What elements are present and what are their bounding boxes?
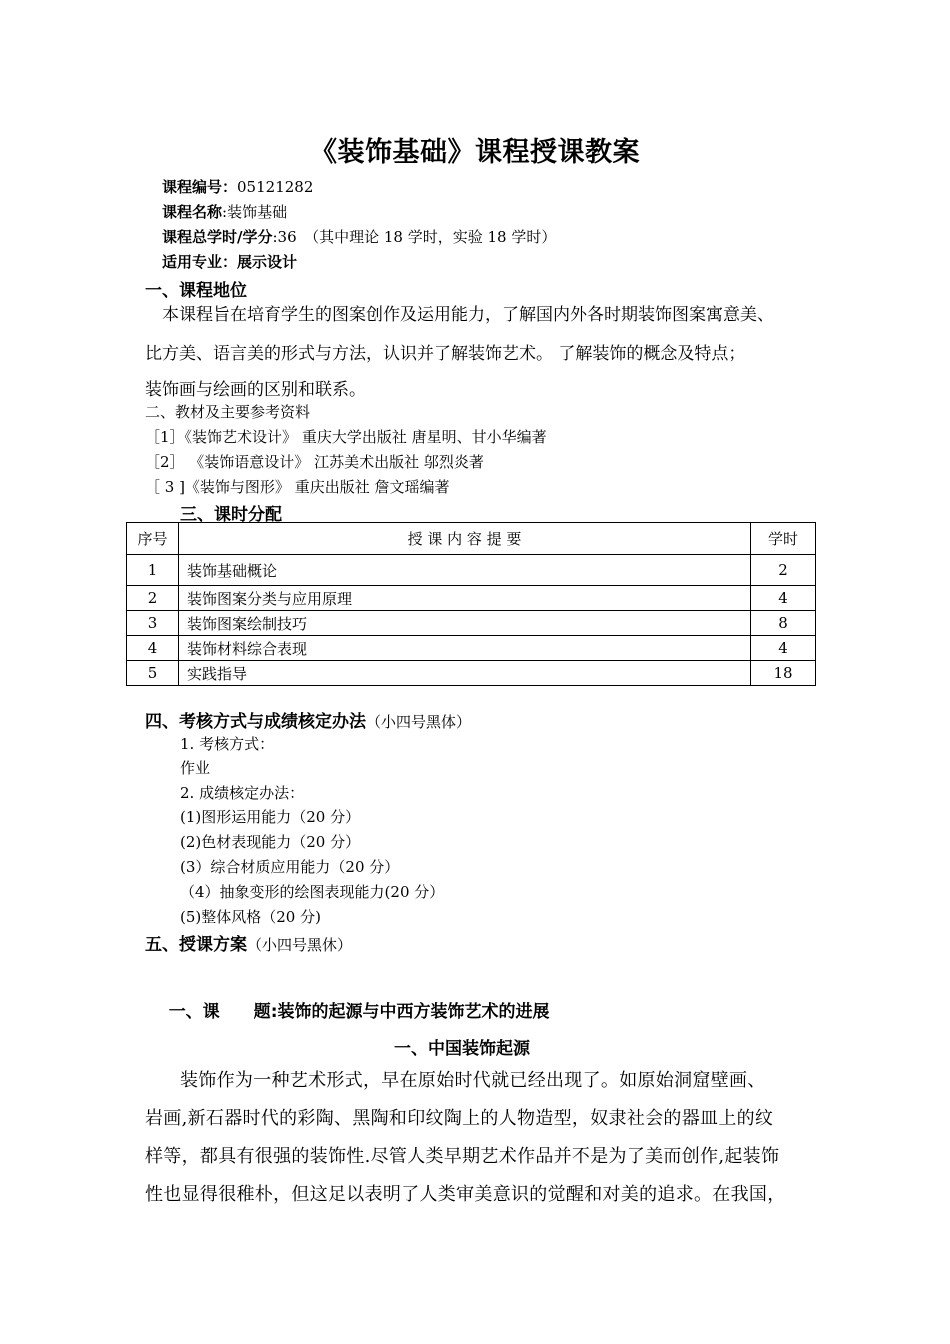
course-name-label: 课程名称	[162, 203, 223, 221]
lesson-topic-text: :装饰的起源与中西方装饰艺术的进展	[270, 1002, 550, 1022]
body-line: 岩画,新石器时代的彩陶、黑陶和印纹陶上的人物造型，奴隶社会的器皿上的纹	[145, 1108, 774, 1129]
assessment-line: （4）抽象变形的绘图表现能力(20 分）	[180, 883, 445, 901]
reference-item: ［2］ 《装饰语意设计》 江苏美术出版社 邬烈炎著	[145, 453, 484, 471]
assessment-line: (3）综合材质应用能力（20 分）	[180, 858, 400, 876]
table-row	[127, 555, 816, 586]
table-cell: 4	[751, 586, 816, 611]
table-cell: 装饰图案分类与应用原理	[178, 586, 750, 611]
table-cell: 4	[127, 636, 179, 661]
body-line: 装饰作为一种艺术形式，早在原始时代就已经出现了。如原始洞窟壁画、	[180, 1070, 766, 1091]
table-cell: 实践指导	[178, 661, 750, 686]
table-cell: 装饰基础概论	[178, 555, 750, 586]
assessment-line: 1. 考核方式：	[180, 735, 275, 753]
section4-title: 四、考核方式与成绩核定办法	[145, 712, 366, 732]
column-header: 学时	[751, 523, 816, 555]
lesson-topic	[145, 977, 550, 1042]
course-name	[162, 201, 287, 222]
assessment-line: (2)色材表现能力（20 分）	[180, 833, 361, 851]
table-cell: 装饰图案绘制技巧	[178, 611, 750, 636]
section3-heading: 三、课时分配	[180, 505, 282, 525]
course-hours	[162, 226, 556, 247]
table-cell: 5	[127, 661, 179, 686]
section1-heading: 一、课程地位	[145, 281, 247, 301]
section1-line: 装饰画与绘画的区别和联系。	[145, 380, 366, 400]
section1-line: 本课程旨在培育学生的图案创作及运用能力，了解国内外各时期装饰图案寓意美、	[162, 305, 774, 325]
page-title: 《装饰基础》课程授课教案	[310, 137, 640, 168]
lesson-topic-label: 一、课 题	[168, 1002, 271, 1022]
course-code-label: 课程编号：	[162, 178, 238, 196]
course-major-label: 适用专业：展示设计	[162, 253, 298, 271]
table-cell: 装饰材料综合表现	[178, 636, 750, 661]
table-cell: 3	[127, 611, 179, 636]
section2-heading: 二、教材及主要参考资料	[145, 403, 311, 421]
course-hours-label: 课程总学时/学分	[162, 228, 273, 246]
assessment-line: 2. 成绩核定办法：	[180, 784, 305, 802]
course-code-value: 05121282	[237, 178, 314, 196]
course-hours-value: :36 （其中理论 18 学时，实验 18 学时）	[272, 228, 557, 246]
table-cell: 2	[127, 586, 179, 611]
table-cell: 4	[751, 636, 816, 661]
column-header: 序号	[127, 523, 179, 555]
table-cell: 8	[751, 611, 816, 636]
section5-heading	[145, 930, 352, 955]
section4-heading	[145, 707, 471, 732]
table-row	[127, 586, 816, 611]
section1-line: 比方美、语言美的形式与方法，认识并了解装饰艺术。 了解装饰的概念及特点；	[145, 344, 746, 364]
assessment-line: (5)整体风格（20 分)	[180, 908, 321, 926]
course-code	[162, 176, 313, 197]
assessment-line: (1)图形运用能力（20 分）	[180, 808, 361, 826]
body-line: 性也显得很稚朴，但这足以表明了人类审美意识的觉醒和对美的追求。在我国，	[145, 1184, 786, 1205]
section5-note: （小四号黑休）	[247, 936, 353, 954]
assessment-line: 作业	[180, 759, 211, 777]
table-cell: 18	[751, 661, 816, 686]
subheading: 一、中国装饰起源	[394, 1039, 530, 1059]
reference-item: ［1］《装饰艺术设计》 重庆大学出版社 唐星明、甘小华编著	[145, 428, 547, 446]
course-major	[162, 251, 297, 272]
schedule-table	[126, 522, 816, 686]
table-cell: 2	[751, 555, 816, 586]
course-name-value: :装饰基础	[222, 203, 288, 221]
column-header: 授 课 内 容 提 要	[178, 523, 750, 555]
reference-item: ［ 3 ]《装饰与图形》 重庆出版社 詹文瑶编著	[145, 478, 450, 496]
table-cell: 1	[127, 555, 179, 586]
body-line: 样等，都具有很强的装饰性.尽管人类早期艺术作品并不是为了美而创作,起装饰	[145, 1146, 780, 1167]
table-row	[127, 636, 816, 661]
section5-title: 五、授课方案	[145, 935, 247, 955]
table-row	[127, 661, 816, 686]
section4-note: （小四号黑体）	[366, 713, 472, 731]
table-header-row	[127, 523, 816, 555]
table-row	[127, 611, 816, 636]
